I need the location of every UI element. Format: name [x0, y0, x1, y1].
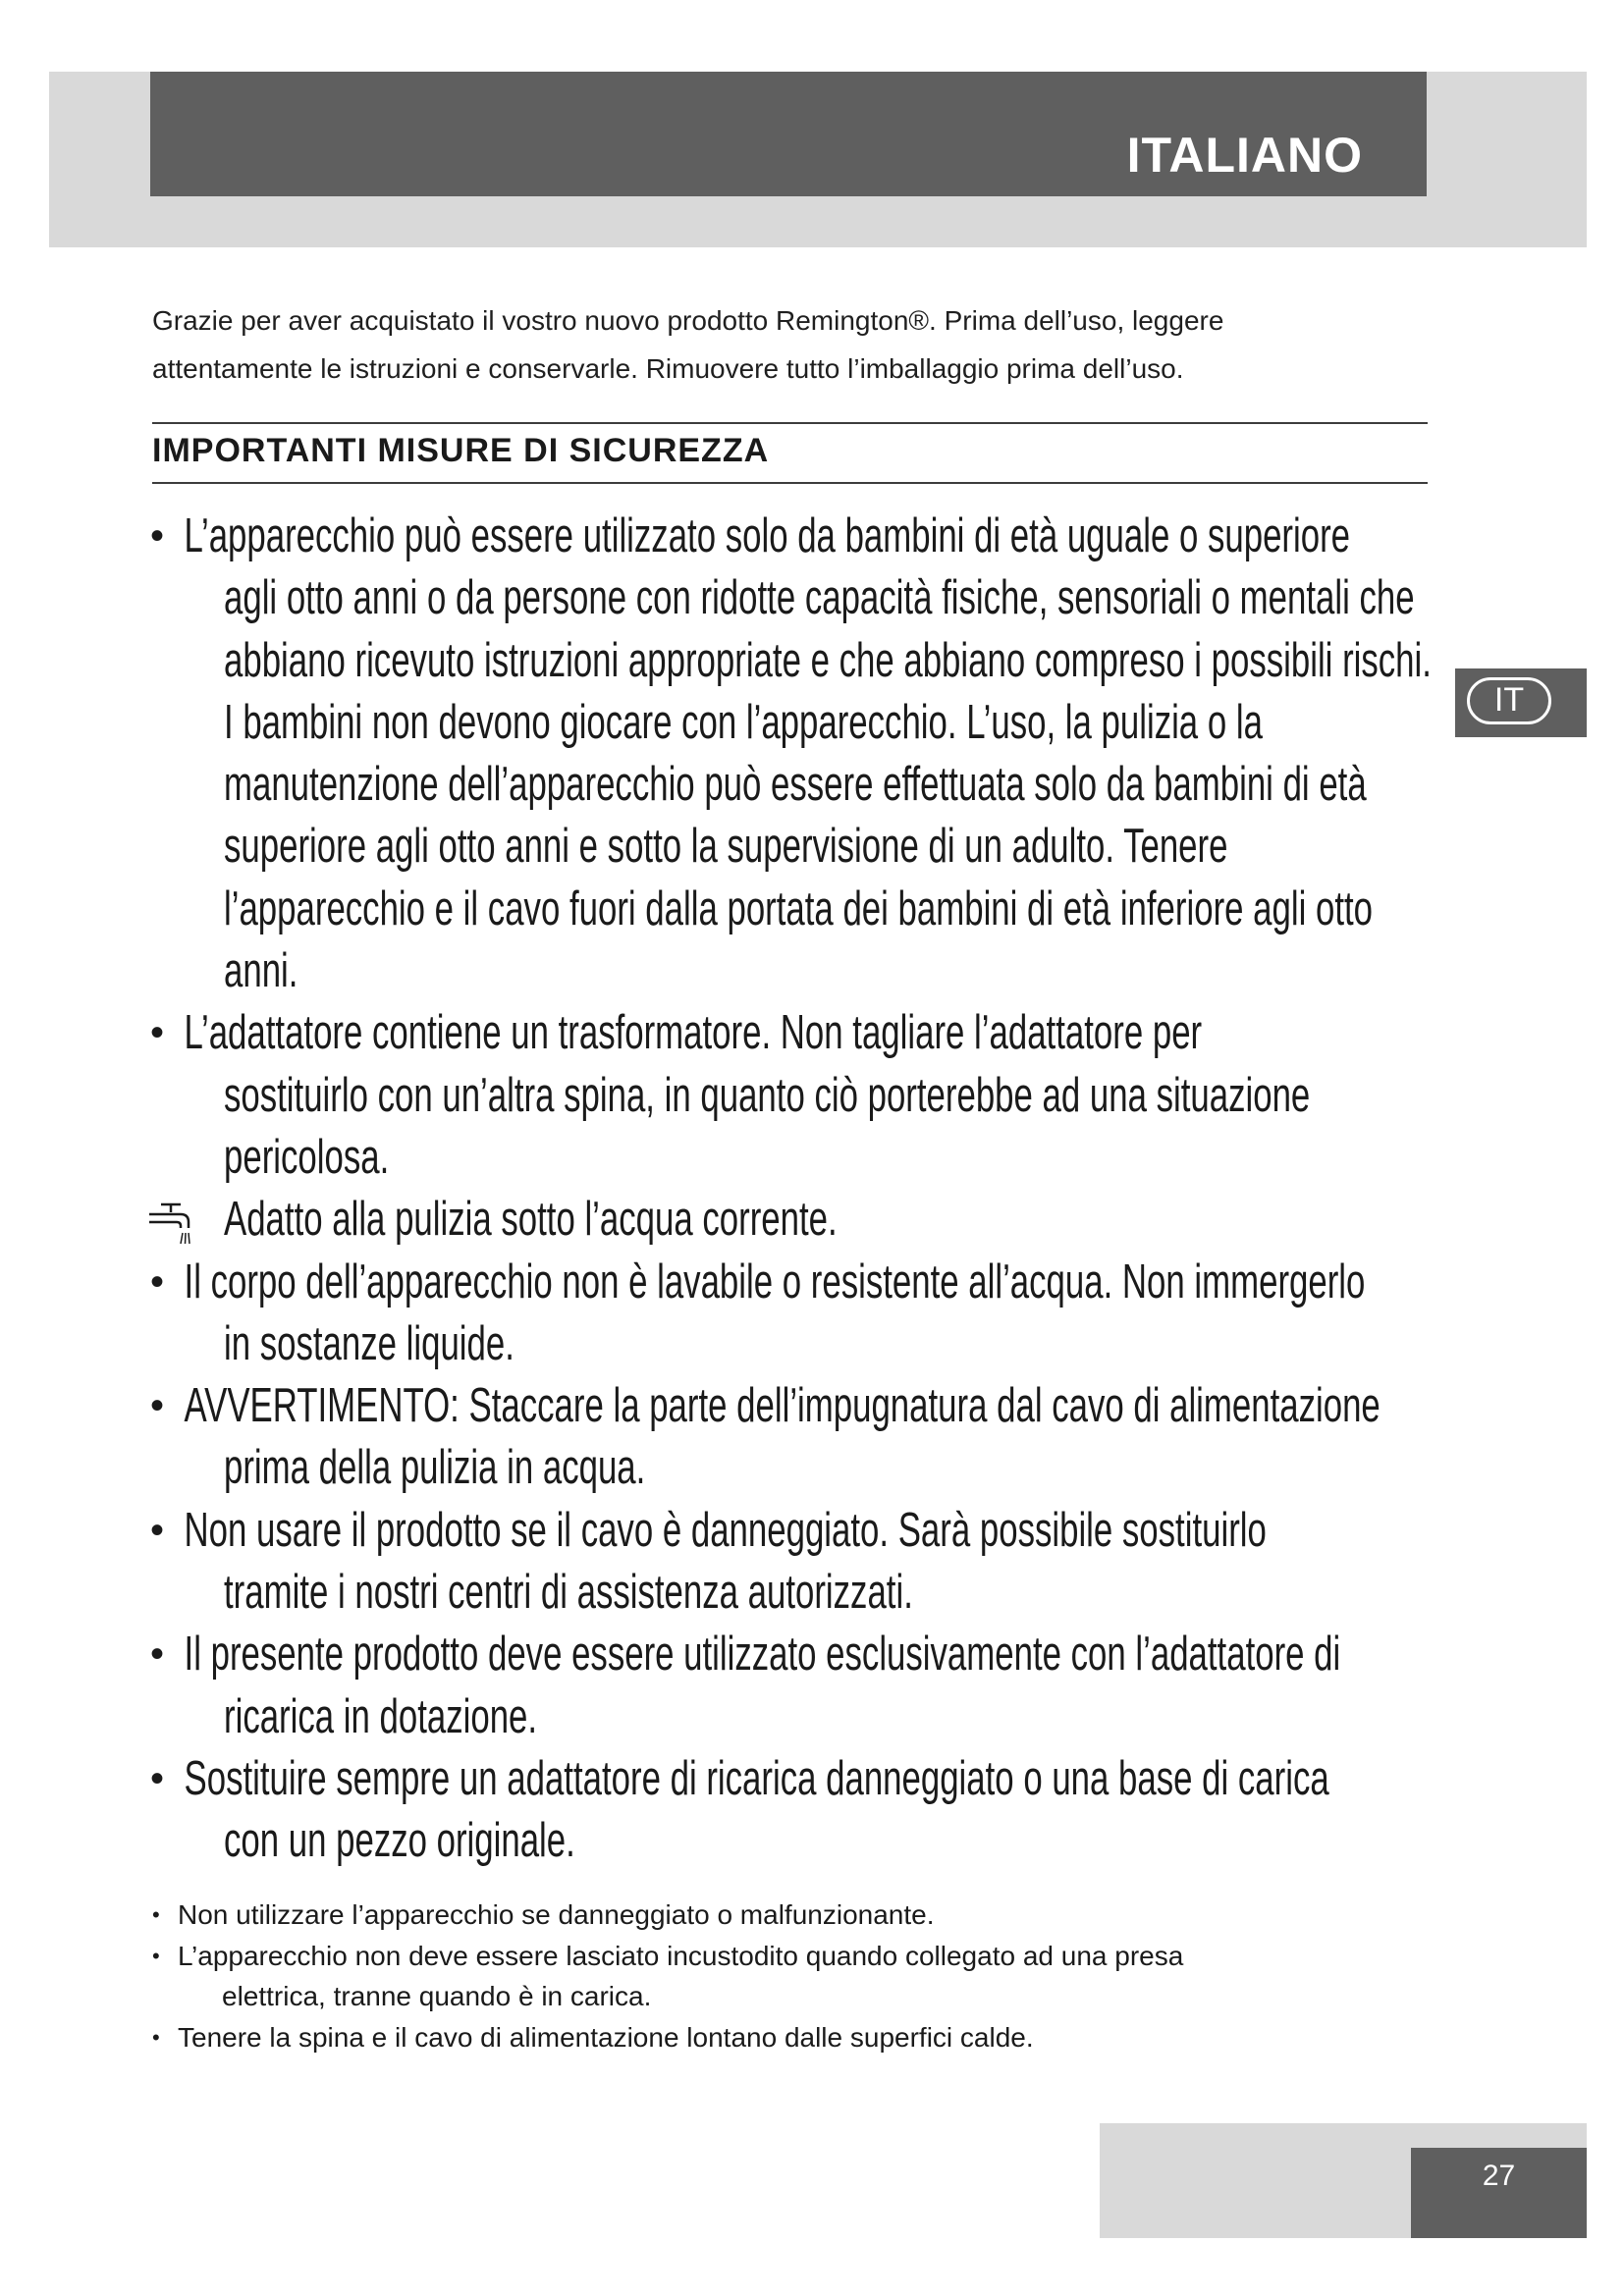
header-bar [150, 72, 1427, 196]
list-item-continuation: I bambini non devono giocare con l’apparecchio. L’uso, la pulizia o la [224, 695, 1263, 749]
list-item-text: AVVERTIMENTO: Staccare la parte dell’impugnatura dal cavo di alimentazione [184, 1379, 1380, 1433]
list-item-continuation: abbiano ricevuto istruzioni appropriate e che abbiano compreso i possibili rischi. [224, 633, 1432, 687]
list-item-continuation: pericolosa. [224, 1130, 390, 1184]
bullet-marker: • [152, 2024, 160, 2050]
intro-line: attentamente le istruzioni e conservarle. Rimuovere tutto l’imballaggio prima dell’uso. [152, 353, 1184, 384]
intro-paragraph [152, 296, 1429, 393]
bullet-marker: • [150, 1508, 165, 1552]
safety-list [147, 506, 1443, 1873]
safety-list-item [147, 1748, 1443, 1873]
list-item-continuation: prima della pulizia in acqua. [224, 1441, 646, 1495]
bullet-marker: • [152, 1943, 160, 1968]
bullet-marker: • [152, 1902, 160, 1927]
section-rule-top [152, 422, 1428, 424]
list-item-continuation: elettrica, tranne quando è in carica. [222, 1981, 652, 2011]
additional-safety-list [152, 1895, 1429, 2057]
safety-list-item [147, 1252, 1443, 1376]
bullet-marker: • [150, 1632, 165, 1677]
list-item-continuation: con un pezzo originale. [224, 1814, 575, 1868]
list-item-continuation: manutenzione dell’apparecchio può essere effettuata solo da bambini di età [224, 758, 1367, 812]
list-item-text: Sostituire sempre un adattatore di ricarica danneggiato o una base di carica [184, 1751, 1329, 1805]
list-item-text: Non utilizzare l’apparecchio se danneggiato o malfunzionante. [178, 1899, 935, 1930]
list-item-continuation: ricarica in dotazione. [224, 1689, 538, 1743]
bullet-marker: • [150, 514, 165, 558]
small-list-item [152, 2017, 1429, 2058]
language-tab-label: IT [1467, 677, 1551, 724]
section-rule-bottom [152, 482, 1428, 484]
list-item-continuation: agli otto anni o da persone con ridotte capacità fisiche, sensoriali o mentali che [224, 571, 1415, 625]
small-list-item [152, 1936, 1429, 2017]
intro-line: Grazie per aver acquistato il vostro nuovo prodotto Remington®. Prima dell’uso, leggere [152, 305, 1224, 336]
icon-list-item [147, 1189, 1443, 1251]
bullet-marker: • [150, 1011, 165, 1055]
safety-list-item [147, 1375, 1443, 1500]
list-item-text: Non usare il prodotto se il cavo è danneggiato. Sarà possibile sostituirlo [184, 1503, 1267, 1557]
safety-list-item [147, 1002, 1443, 1189]
language-title: ITALIANO [1126, 128, 1363, 183]
list-item-continuation: anni. [224, 944, 298, 998]
list-item-continuation: sostituirlo con un’altra spina, in quanto ciò porterebbe ad una situazione [224, 1068, 1311, 1122]
list-item-text: L’apparecchio può essere utilizzato solo da bambini di età uguale o superiore [184, 509, 1351, 562]
bullet-marker: • [150, 1259, 165, 1304]
list-item-continuation: l’apparecchio e il cavo fuori dalla portata dei bambini di età inferiore agli otto [224, 881, 1374, 935]
list-item-text: Adatto alla pulizia sotto l’acqua corrente. [224, 1193, 838, 1247]
footer-page-box [1411, 2148, 1587, 2238]
list-item-text: Il presente prodotto deve essere utilizzato esclusivamente con l’adattatore di [184, 1628, 1341, 1682]
list-item-text: L’adattatore contiene un trasformatore. Non tagliare l’adattatore per [184, 1006, 1203, 1060]
water-tap-icon [147, 1201, 206, 1248]
section-title: IMPORTANTI MISURE DI SICUREZZA [152, 432, 770, 469]
list-item-continuation: tramite i nostri centri di assistenza autorizzati. [224, 1566, 913, 1620]
safety-list-item [147, 506, 1443, 1002]
list-item-text: Tenere la spina e il cavo di alimentazione lontano dalle superfici calde. [178, 2021, 1034, 2053]
list-item-continuation: in sostanze liquide. [224, 1316, 514, 1370]
list-item-text: Il corpo dell’apparecchio non è lavabile o resistente all’acqua. Non immergerlo [184, 1255, 1366, 1308]
small-list-item [152, 1895, 1429, 1936]
language-tab [1455, 668, 1587, 737]
safety-list-item [147, 1624, 1443, 1748]
list-item-continuation: superiore agli otto anni e sotto la supervisione di un adulto. Tenere [224, 820, 1228, 874]
safety-list-item [147, 1500, 1443, 1625]
bullet-marker: • [150, 1384, 165, 1428]
page-number: 27 [1482, 2160, 1516, 2192]
list-item-text: L’apparecchio non deve essere lasciato incustodito quando collegato ad una presa [178, 1940, 1184, 1971]
bullet-marker: • [150, 1756, 165, 1800]
